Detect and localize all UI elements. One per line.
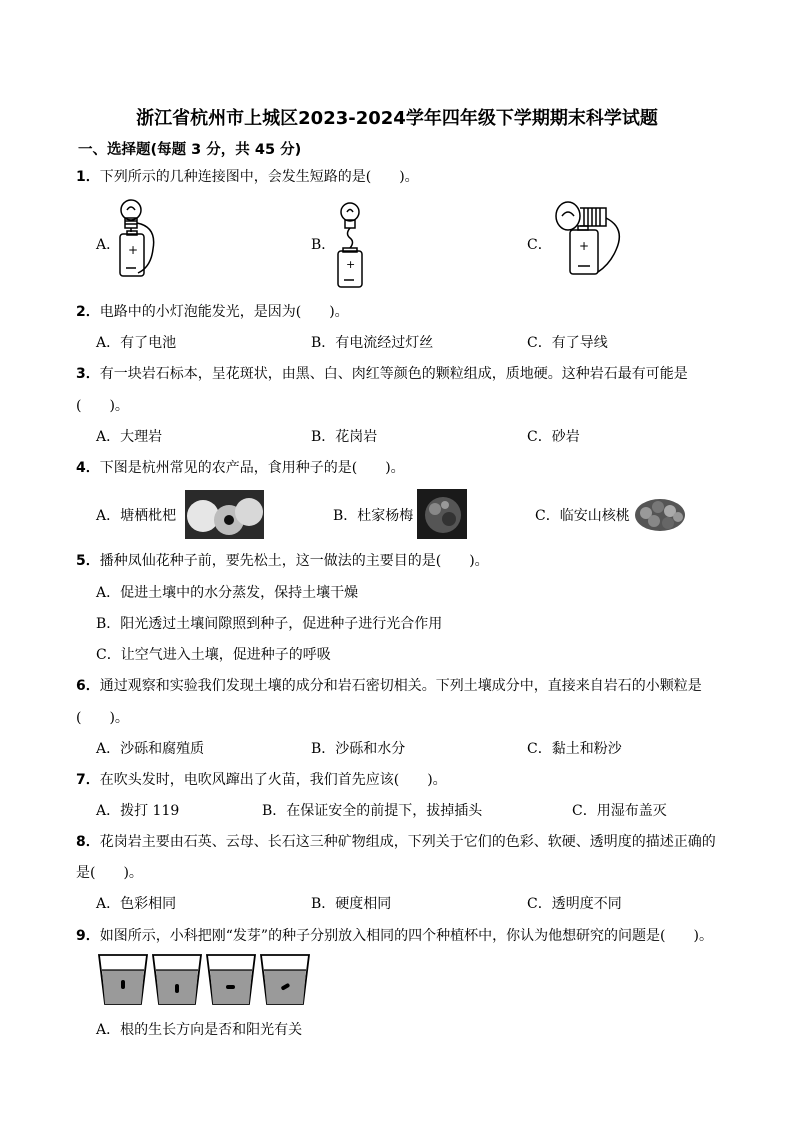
circuit-diagram-a: [112, 196, 172, 282]
question-text: 花岗岩主要由石英、云母、长石这三种矿物组成，下列关于它们的色彩、软硬、透明度的描述正确的: [99, 834, 716, 850]
question-number: 2．: [76, 304, 100, 320]
q5-option-b: B．阳光透过土壤间隙照到种子，促进种子进行光合作用: [96, 616, 443, 632]
bayberry-photo: [417, 489, 467, 539]
q2-option-c: C．有了导线: [527, 335, 608, 351]
q1-option-c-label: C．: [527, 237, 552, 253]
planting-cup-2: [153, 955, 201, 1004]
question-text: 通过观察和实验我们发现土壤的成分和岩石密切相关。下列土壤成分中，直接来自岩石的小颗粒是: [99, 678, 702, 694]
planting-cup-1: [99, 955, 147, 1004]
q3-option-c: C．砂岩: [527, 429, 580, 445]
question-number: 5．: [76, 553, 100, 569]
q3-option-a: A．大理岩: [96, 429, 163, 445]
planting-cup-4: [261, 955, 309, 1004]
q3-option-b: B．花岗岩: [311, 429, 378, 445]
question-5: [76, 550, 489, 570]
circuit-diagram-b: [330, 200, 380, 290]
q1-option-b-label: B．: [311, 237, 336, 253]
q9-option-a: A．根的生长方向是否和阳光有关: [96, 1022, 303, 1038]
svg-text:+: +: [128, 243, 139, 257]
question-text: 有一块岩石标本，呈花斑状，由黑、白、肉红等颜色的颗粒组成，质地硬。这种岩石最有可能是: [99, 366, 688, 382]
q6-option-c: C．黏土和粉沙: [527, 741, 622, 757]
question-text: 如图所示，小科把刚“发芽”的种子分别放入相同的四个种植杯中，你认为他想研究的问题是( )。: [99, 928, 713, 944]
q6-option-a: A．沙砾和腐殖质: [96, 741, 205, 757]
q5-option-c: C．让空气进入土壤，促进种子的呼吸: [96, 647, 331, 663]
q2-option-a: A．有了电池: [96, 335, 177, 351]
question-text: 下图是杭州常见的农产品，食用种子的是( )。: [99, 460, 405, 476]
q4-option-b: B．杜家杨梅: [333, 508, 414, 524]
q7-option-b: B．在保证安全的前提下，拔掉插头: [262, 803, 483, 819]
question-number: 8．: [76, 834, 100, 850]
q4-option-c: C．临安山核桃: [535, 508, 630, 524]
q7-option-c: C．用湿布盖灭: [572, 803, 667, 819]
question-number: 4．: [76, 460, 100, 476]
q2-option-b: B．有电流经过灯丝: [311, 335, 434, 351]
q4-option-a: A．塘栖枇杷: [96, 508, 177, 524]
q8-option-c: C．透明度不同: [527, 896, 622, 912]
svg-text:+: +: [346, 258, 356, 271]
question-text: 电路中的小灯泡能发光，是因为( )。: [99, 304, 349, 320]
question-3: [76, 363, 688, 383]
question-text: 下列所示的几种连接图中，会发生短路的是( )。: [99, 169, 419, 185]
q7-option-a: A．拨打 119: [96, 803, 180, 819]
question-6-continuation: ( )。: [76, 710, 129, 726]
question-number: 3．: [76, 366, 100, 382]
question-number: 7．: [76, 772, 100, 788]
question-number: 6．: [76, 678, 100, 694]
question-4: [76, 457, 405, 477]
q5-option-a: A．促进土壤中的水分蒸发，保持土壤干燥: [96, 585, 359, 601]
question-8: [76, 831, 716, 851]
question-text: 播种凤仙花种子前，要先松土，这一做法的主要目的是( )。: [99, 553, 489, 569]
hickory-nut-photo: [634, 493, 686, 533]
question-9: [76, 925, 713, 945]
q6-option-b: B．沙砾和水分: [311, 741, 406, 757]
question-1: [76, 166, 419, 186]
q1-option-a-label: A．: [96, 237, 121, 253]
planting-cups-figure: [96, 952, 322, 1008]
page-title: 浙江省杭州市上城区2023-2024学年四年级下学期期末科学试题: [136, 108, 658, 129]
question-number: 9．: [76, 928, 100, 944]
q8-option-b: B．硬度相同: [311, 896, 392, 912]
circuit-diagram-c: [548, 194, 628, 280]
q8-option-a: A．色彩相同: [96, 896, 177, 912]
loquat-photo: [185, 490, 264, 539]
question-8-continuation: 是( )。: [76, 865, 143, 881]
question-number: 1．: [76, 169, 100, 185]
question-3-continuation: ( )。: [76, 398, 129, 414]
planting-cup-3: [207, 955, 255, 1004]
question-7: [76, 769, 447, 789]
question-6: [76, 675, 702, 695]
question-text: 在吹头发时，电吹风蹿出了火苗，我们首先应该( )。: [99, 772, 447, 788]
svg-text:+: +: [579, 239, 590, 253]
section-heading: 一、选择题(每题 3 分，共 45 分): [78, 142, 302, 158]
question-2: [76, 301, 349, 321]
